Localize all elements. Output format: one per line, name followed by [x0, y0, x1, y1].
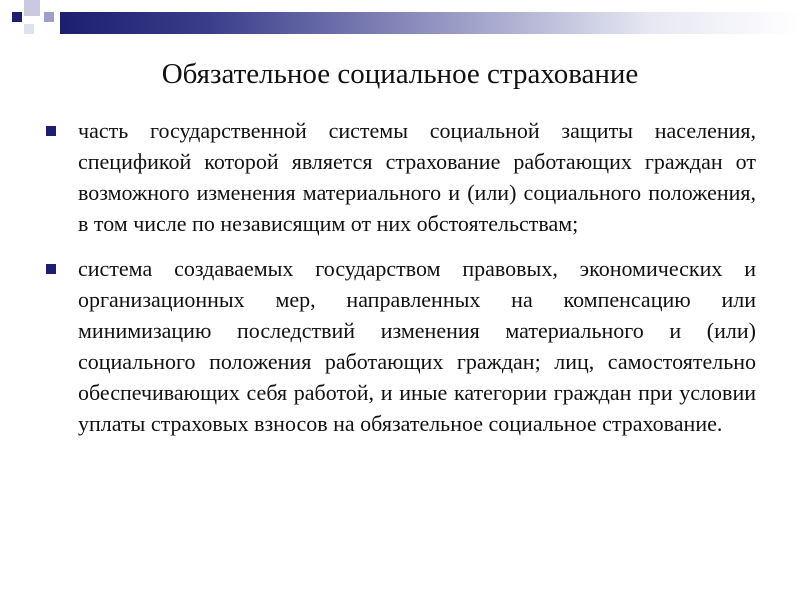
bullet-item — [46, 115, 756, 239]
decorative-square — [12, 24, 22, 34]
decorative-square — [44, 12, 54, 22]
header-gradient-band — [60, 12, 800, 34]
bullet-list — [46, 115, 756, 453]
slide-title: Обязательное социальное страхование — [161, 58, 639, 90]
decorative-square — [24, 24, 34, 34]
bullet-text: часть государственной системы социальной защиты населения, спецификой которой является страхование работающих граждан от возможного изменения материального и (или) социального положения, в том числе по независящим от них обстоятельствам; — [78, 118, 756, 236]
square-bullet-icon — [46, 126, 56, 136]
decorative-square — [12, 12, 22, 22]
bullet-text: система создаваемых государством правовых, экономических и организационных мер, направленных на компенсацию или минимизацию последствий изменения материального и (или) социального положения работающих граждан; лиц, самостоятельно обеспечивающих себя работой, и иные категории граждан при условии уплаты страховых взносов на обязательное социальное страхование. — [78, 256, 756, 436]
square-bullet-icon — [46, 264, 56, 274]
decorative-square — [24, 0, 40, 16]
bullet-item — [46, 253, 756, 439]
